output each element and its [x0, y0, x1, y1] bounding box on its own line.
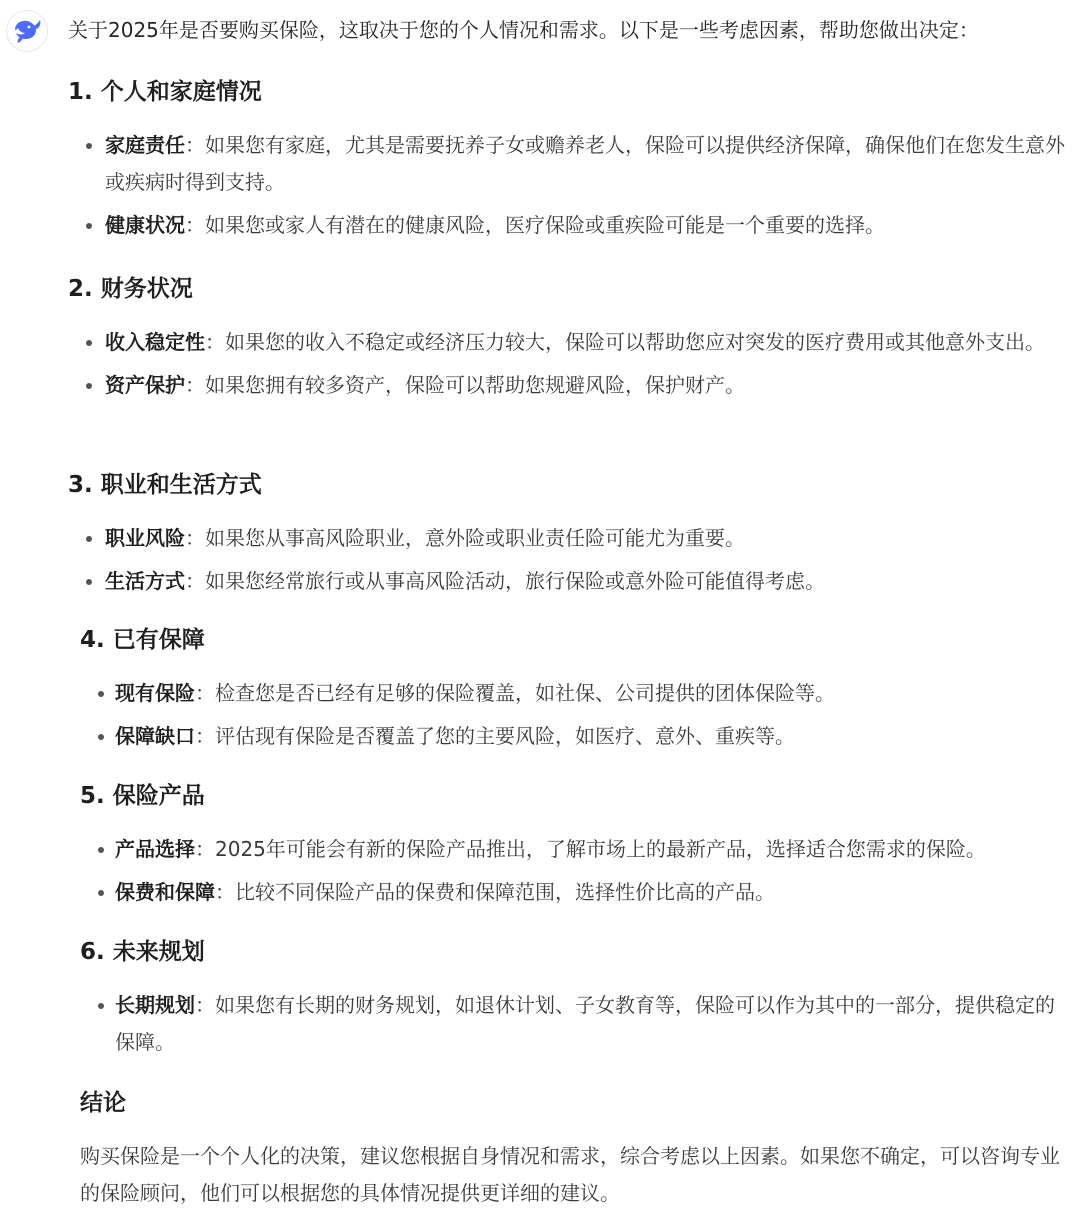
bullet-dot [86, 143, 92, 149]
term-separator: ： [195, 681, 215, 705]
bullet-list [80, 831, 1080, 911]
bullet-dot [98, 734, 104, 740]
bullet-dot [86, 579, 92, 585]
list-item-term: 资产保护 [105, 373, 185, 397]
bullet-dot [86, 536, 92, 542]
list-item [80, 987, 1065, 1061]
term-separator: ： [205, 330, 225, 354]
bullet-dot [86, 340, 92, 346]
list-item [68, 324, 1068, 361]
section-heading: 1. 个人和家庭情况 [68, 79, 262, 105]
term-separator: ： [185, 133, 205, 157]
list-item [68, 127, 1068, 201]
list-item [68, 207, 1068, 244]
term-separator: ： [195, 993, 215, 1017]
list-item-text: 如果您从事高风险职业，意外险或职业责任险可能尤为重要。 [205, 526, 745, 550]
section-heading: 3. 职业和生活方式 [68, 472, 262, 498]
list-item-text: 如果您有家庭，尤其是需要抚养子女或赡养老人，保险可以提供经济保障，确保他们在您发生意外或疾病时得到支持。 [105, 133, 1065, 194]
list-item-text: 如果您拥有较多资产，保险可以帮助您规避风险，保护财产。 [205, 373, 745, 397]
section-career-lifestyle [68, 469, 1068, 600]
list-item-term: 职业风险 [105, 526, 185, 550]
bullet-dot [98, 1003, 104, 1009]
list-item-text: 如果您或家人有潜在的健康风险，医疗保险或重疾险可能是一个重要的选择。 [205, 213, 885, 237]
bullet-dot [98, 890, 104, 896]
term-separator: ： [215, 880, 235, 904]
bullet-list [80, 675, 1080, 755]
term-separator: ： [185, 569, 205, 593]
list-item-term: 收入稳定性 [105, 330, 205, 354]
term-separator: ： [185, 526, 205, 550]
section-heading: 5. 保险产品 [80, 783, 205, 809]
list-item-term: 健康状况 [105, 213, 185, 237]
section-future-planning [80, 936, 1065, 1061]
list-item [68, 563, 1068, 600]
bullet-dot [86, 383, 92, 389]
list-item-text: 比较不同保险产品的保费和保障范围，选择性价比高的产品。 [235, 880, 775, 904]
bullet-dot [98, 847, 104, 853]
section-heading: 6. 未来规划 [80, 939, 205, 965]
bullet-dot [86, 223, 92, 229]
bullet-list [68, 324, 1068, 404]
section-financial [68, 273, 1068, 404]
section-conclusion [80, 1087, 1080, 1119]
term-separator: ： [185, 213, 205, 237]
section-heading: 2. 财务状况 [68, 276, 193, 302]
section-existing-coverage [80, 624, 1080, 755]
conclusion-paragraph: 购买保险是一个个人化的决策，建议您根据自身情况和需求，综合考虑以上因素。如果您不确定，可以咨询专业的保险顾问，他们可以根据您的具体情况提供更详细的建议。 [80, 1144, 1060, 1205]
bullet-dot [98, 691, 104, 697]
list-item-text: 评估现有保险是否覆盖了您的主要风险，如医疗、意外、重疾等。 [215, 724, 795, 748]
intro-paragraph: 关于2025年是否要购买保险，这取决于您的个人情况和需求。以下是一些考虑因素，帮助您做出决定： [68, 18, 979, 42]
term-separator: ： [195, 724, 215, 748]
list-item [80, 675, 1080, 712]
list-item [80, 831, 1080, 868]
section-heading: 结论 [80, 1090, 126, 1116]
list-item-term: 生活方式 [105, 569, 185, 593]
list-item [80, 874, 1080, 911]
list-item-term: 长期规划 [115, 993, 195, 1017]
list-item-text: 检查您是否已经有足够的保险覆盖，如社保、公司提供的团体保险等。 [215, 681, 835, 705]
list-item-term: 产品选择 [115, 837, 195, 861]
list-item [80, 718, 1080, 755]
list-item-term: 保费和保障 [115, 880, 215, 904]
list-item-term: 现有保险 [115, 681, 195, 705]
list-item-text: 如果您有长期的财务规划，如退休计划、子女教育等，保险可以作为其中的一部分，提供稳定的保障。 [115, 993, 1055, 1054]
term-separator: ： [185, 373, 205, 397]
bullet-list [68, 127, 1068, 244]
list-item [68, 367, 1068, 404]
term-separator: ： [195, 837, 215, 861]
section-personal-family [68, 76, 1068, 244]
bullet-list [80, 987, 1065, 1061]
bullet-list [68, 520, 1068, 600]
section-heading: 4. 已有保障 [80, 627, 205, 653]
list-item-text: 如果您经常旅行或从事高风险活动，旅行保险或意外险可能值得考虑。 [205, 569, 825, 593]
list-item-term: 家庭责任 [105, 133, 185, 157]
list-item-text: 如果您的收入不稳定或经济压力较大，保险可以帮助您应对突发的医疗费用或其他意外支出。 [225, 330, 1045, 354]
list-item [68, 520, 1068, 557]
list-item-text: 2025年可能会有新的保险产品推出，了解市场上的最新产品，选择适合您需求的保险。 [215, 837, 986, 861]
list-item-term: 保障缺口 [115, 724, 195, 748]
section-insurance-products [80, 780, 1080, 911]
